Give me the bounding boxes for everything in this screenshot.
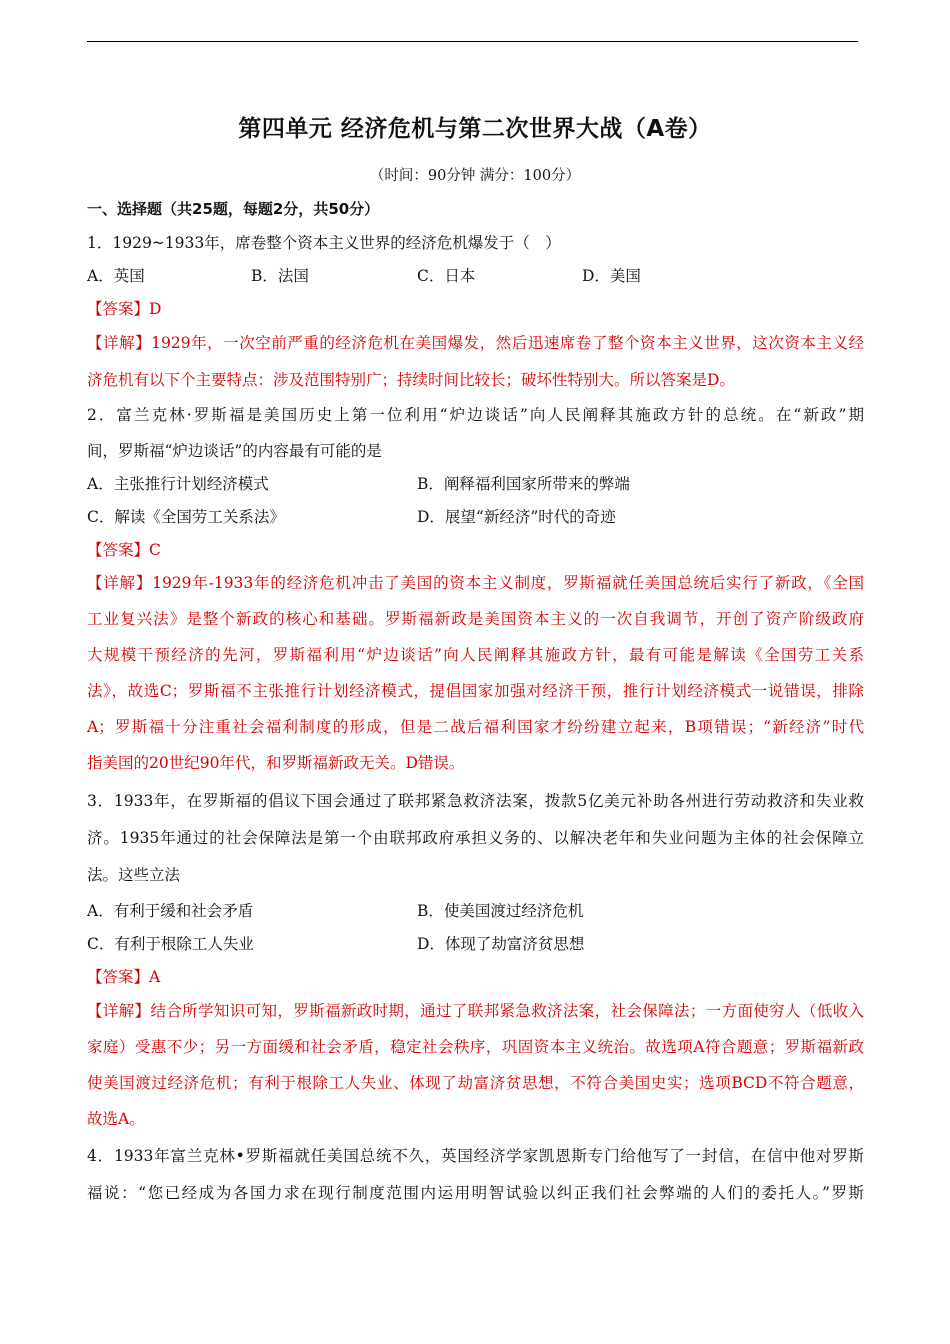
question-stem: 4．1933年富兰克林•罗斯福就任美国总统不久，英国经济学家凯恩斯专门给他写了一封信，在信中他对罗斯	[87, 1147, 864, 1165]
explanation-line: 家庭）受惠不少；另一方面缓和社会矛盾，稳定社会秩序，巩固资本主义统治。故选项A符合题意；罗斯福新政	[87, 1038, 864, 1056]
option-a: A．主张推行计划经济模式	[87, 475, 269, 493]
page-title: 第四单元 经济危机与第二次世界大战（A卷）	[238, 116, 712, 142]
question-stem: 1．1929~1933年，席卷整个资本主义世界的经济危机爆发于（ ）	[87, 234, 561, 252]
question-stem: 间，罗斯福“炉边谈话”的内容最有可能的是	[87, 442, 382, 460]
explanation-line: 使美国渡过经济危机；有利于根除工人失业、体现了劫富济贫思想，不符合美国史实；选项BCD不符合题意，	[87, 1074, 864, 1092]
question-stem: 法。这些立法	[87, 866, 181, 884]
explanation-line: 法》，故选C；罗斯福不主张推行计划经济模式，提倡国家加强对经济干预，推行计划经济模式一说错误，排除	[87, 682, 864, 700]
question-stem: 3．1933年，在罗斯福的倡议下国会通过了联邦紧急救济法案，拨款5亿美元补助各州进行劳动救济和失业救	[87, 792, 864, 810]
answer-label: 【答案】A	[87, 968, 161, 986]
explanation-line: 【详解】1929年-1933年的经济危机冲击了美国的资本主义制度，罗斯福就任美国总统后实行了新政，《全国	[87, 574, 864, 592]
explanation-line: 故选A。	[87, 1110, 145, 1128]
option-a: A．有利于缓和社会矛盾	[87, 902, 254, 920]
option-b: B．法国	[251, 267, 309, 285]
question-stem: 济。1935年通过的社会保障法是第一个由联邦政府承担义务的、以解决老年和失业问题为主体的社会保障立	[87, 829, 864, 847]
option-d: D．体现了劫富济贫思想	[417, 935, 585, 953]
option-c: C．解读《全国劳工关系法》	[87, 508, 285, 526]
option-d: D．展望“新经济”时代的奇迹	[417, 508, 616, 526]
section-heading: 一、选择题（共25题，每题2分，共50分）	[87, 200, 380, 218]
header-rule	[87, 41, 858, 42]
explanation-line: 【详解】结合所学知识可知，罗斯福新政时期，通过了联邦紧急救济法案，社会保障法；一方面使穷人（低收入	[87, 1002, 864, 1020]
explanation-line: 济危机有以下个主要特点：涉及范围特别广；持续时间比较长；破坏性特别大。所以答案是D。	[87, 371, 735, 389]
option-a: A．英国	[87, 267, 145, 285]
explanation-line: 大规模干预经济的先河，罗斯福利用“炉边谈话”向人民阐释其施政方针，最有可能是解读《全国劳工关系	[87, 646, 864, 664]
explanation-line: 工业复兴法》是整个新政的核心和基础。罗斯福新政是美国资本主义的一次自我调节，开创了资产阶级政府	[87, 610, 864, 628]
question-stem: 福说：“您已经成为各国力求在现行制度范围内运用明智试验以纠正我们社会弊端的人们的委托人。”罗斯	[87, 1184, 864, 1202]
answer-label: 【答案】D	[87, 300, 162, 318]
option-d: D．美国	[582, 267, 641, 285]
explanation-line: 指美国的20世纪90年代，和罗斯福新政无关。D错误。	[87, 754, 465, 772]
option-b: B．阐释福利国家所带来的弊端	[417, 475, 630, 493]
answer-label: 【答案】C	[87, 541, 161, 559]
exam-info: （时间：90分钟 满分：100分）	[369, 168, 581, 184]
question-stem: 2．富兰克林·罗斯福是美国历史上第一位利用“炉边谈话”向人民阐释其施政方针的总统。在“新政”期	[87, 406, 864, 424]
explanation-line: 【详解】1929年，一次空前严重的经济危机在美国爆发，然后迅速席卷了整个资本主义世界，这次资本主义经	[87, 334, 864, 352]
option-c: C．有利于根除工人失业	[87, 935, 254, 953]
explanation-line: A；罗斯福十分注重社会福利制度的形成，但是二战后福利国家才纷纷建立起来，B项错误；“新经济”时代	[87, 718, 864, 736]
option-c: C．日本	[417, 267, 476, 285]
option-b: B．使美国渡过经济危机	[417, 902, 584, 920]
